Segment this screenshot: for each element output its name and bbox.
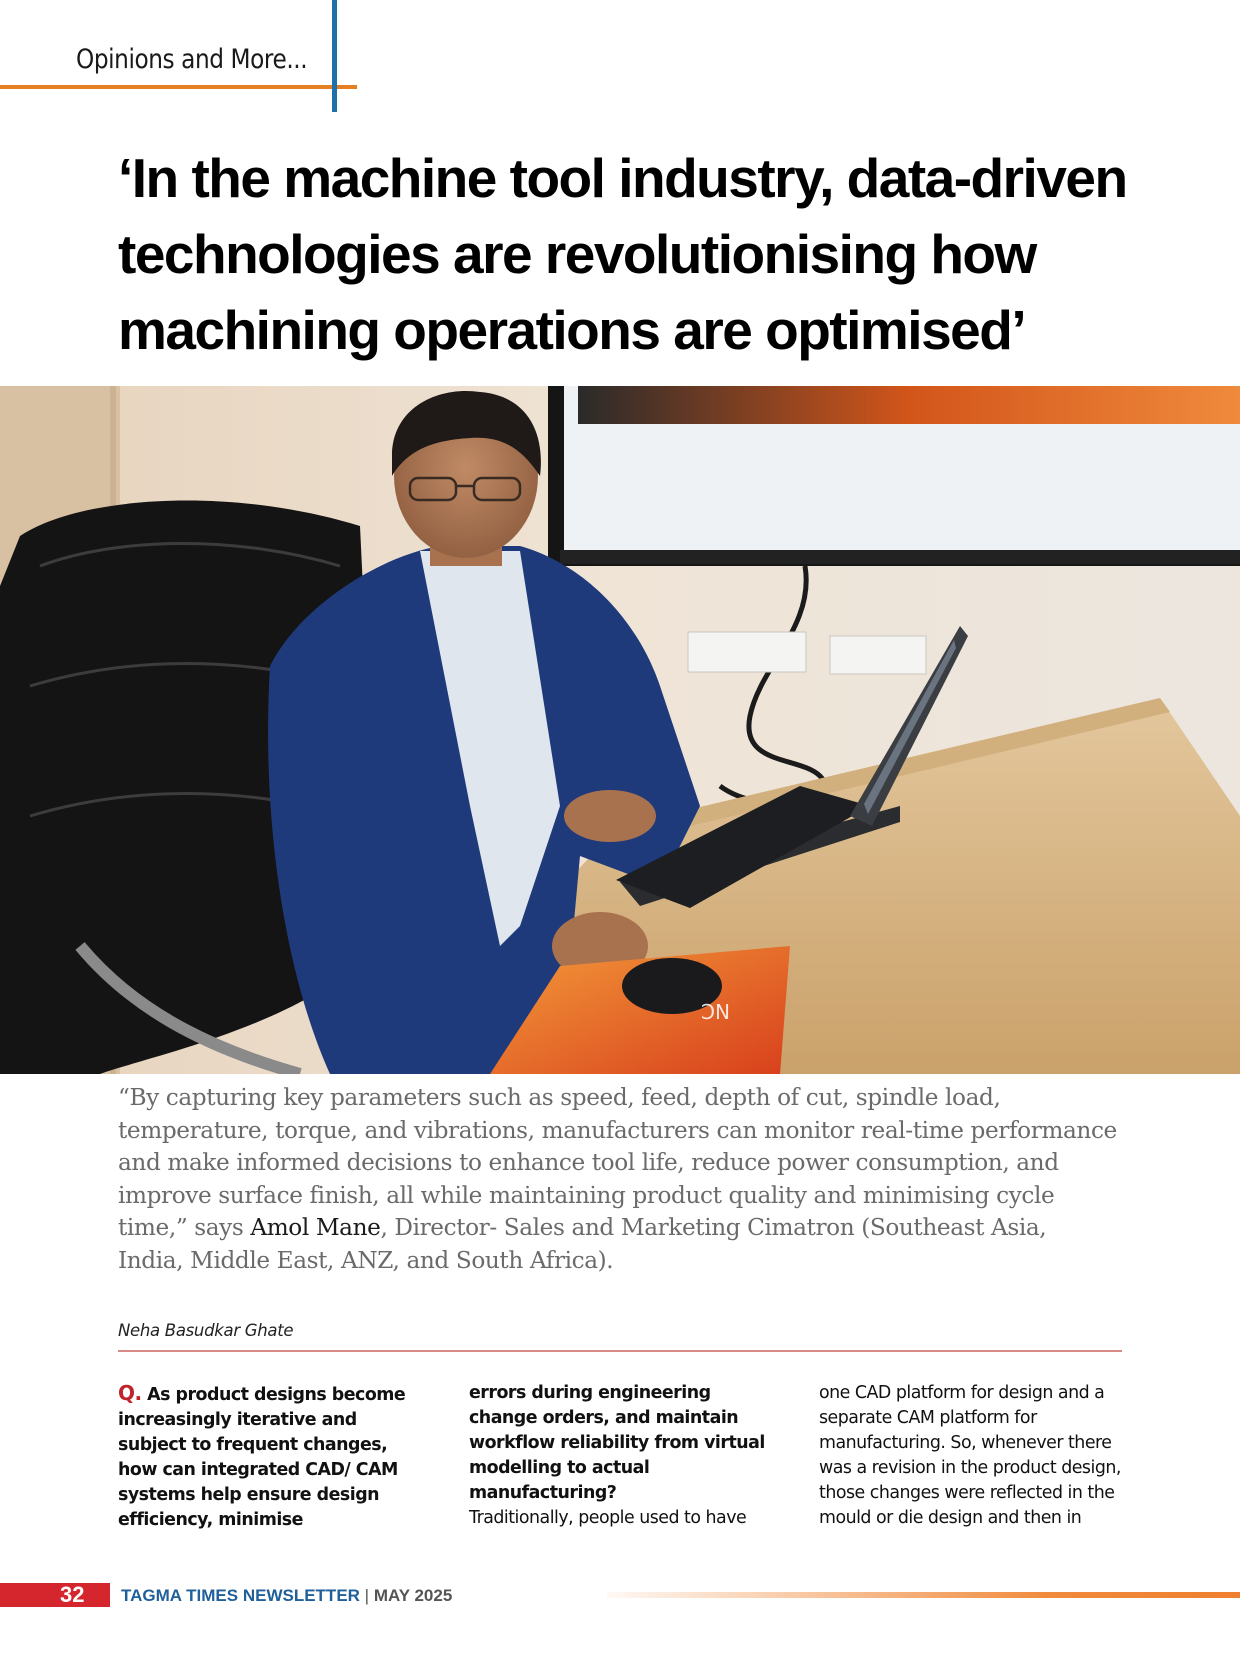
article-column-1 (118, 1381, 428, 1533)
question-text-1 (118, 1381, 428, 1533)
footer-separator: | (364, 1586, 370, 1605)
mousepad-brand-text: NC (701, 999, 730, 1023)
footer-accent-bar (607, 1592, 1240, 1598)
answer-text-2: one CAD platform for design and a separate CAM platform for manufacturing. So, whenever there was a revision in the product design, those changes were reflected in the mould or die design and then in (819, 1383, 1121, 1528)
footer-publication (121, 1584, 452, 1608)
answer-text-1: Traditionally, people used to have (469, 1508, 747, 1528)
question-marker: Q. (118, 1381, 142, 1405)
section-rule-horizontal (0, 85, 357, 89)
section-tag: Opinions and More... (76, 44, 308, 75)
pull-quote (118, 1082, 1118, 1278)
interviewee-name: Amol Mane (250, 1214, 381, 1242)
section-rule-vertical (332, 0, 337, 112)
article-headline: ‘In the machine tool industry, data-driven technologies are revolutionising how machining operations are optimised’ (118, 147, 1127, 361)
article-column-2 (469, 1381, 779, 1531)
byline-rule (118, 1350, 1122, 1352)
page-number: 32 (60, 1582, 85, 1607)
question-text-2: errors during engineering change orders, and maintain workflow reliability from virtual modelling to actual manufacturing? (469, 1383, 765, 1503)
portrait-photo (0, 386, 1240, 1074)
issue-date: MAY 2025 (373, 1586, 453, 1605)
publication-name: TAGMA TIMES NEWSLETTER (121, 1586, 360, 1605)
author-byline: Neha Basudkar Ghate (118, 1321, 294, 1340)
article-column-3 (819, 1381, 1129, 1531)
question-part-1: As product designs become increasingly iterative and subject to frequent changes, how can integrated CAD/ CAM systems help ensure design efficiency, minimise (118, 1385, 406, 1530)
pull-quote-title: , Director- Sales and Marketing Cimatron (Southeast Asia, India, Middle East, ANZ, and South Africa). (118, 1214, 1047, 1274)
pull-quote-text: “By capturing key parameters such as speed, feed, depth of cut, spindle load, temperature, torque, and vibrations, manufacturers can monitor real-time performance and make informed decisions to enhance tool life, reduce power consumption, and improve surface finish, all while maintaining product quality and minimising cycle time,” says (118, 1084, 1117, 1242)
